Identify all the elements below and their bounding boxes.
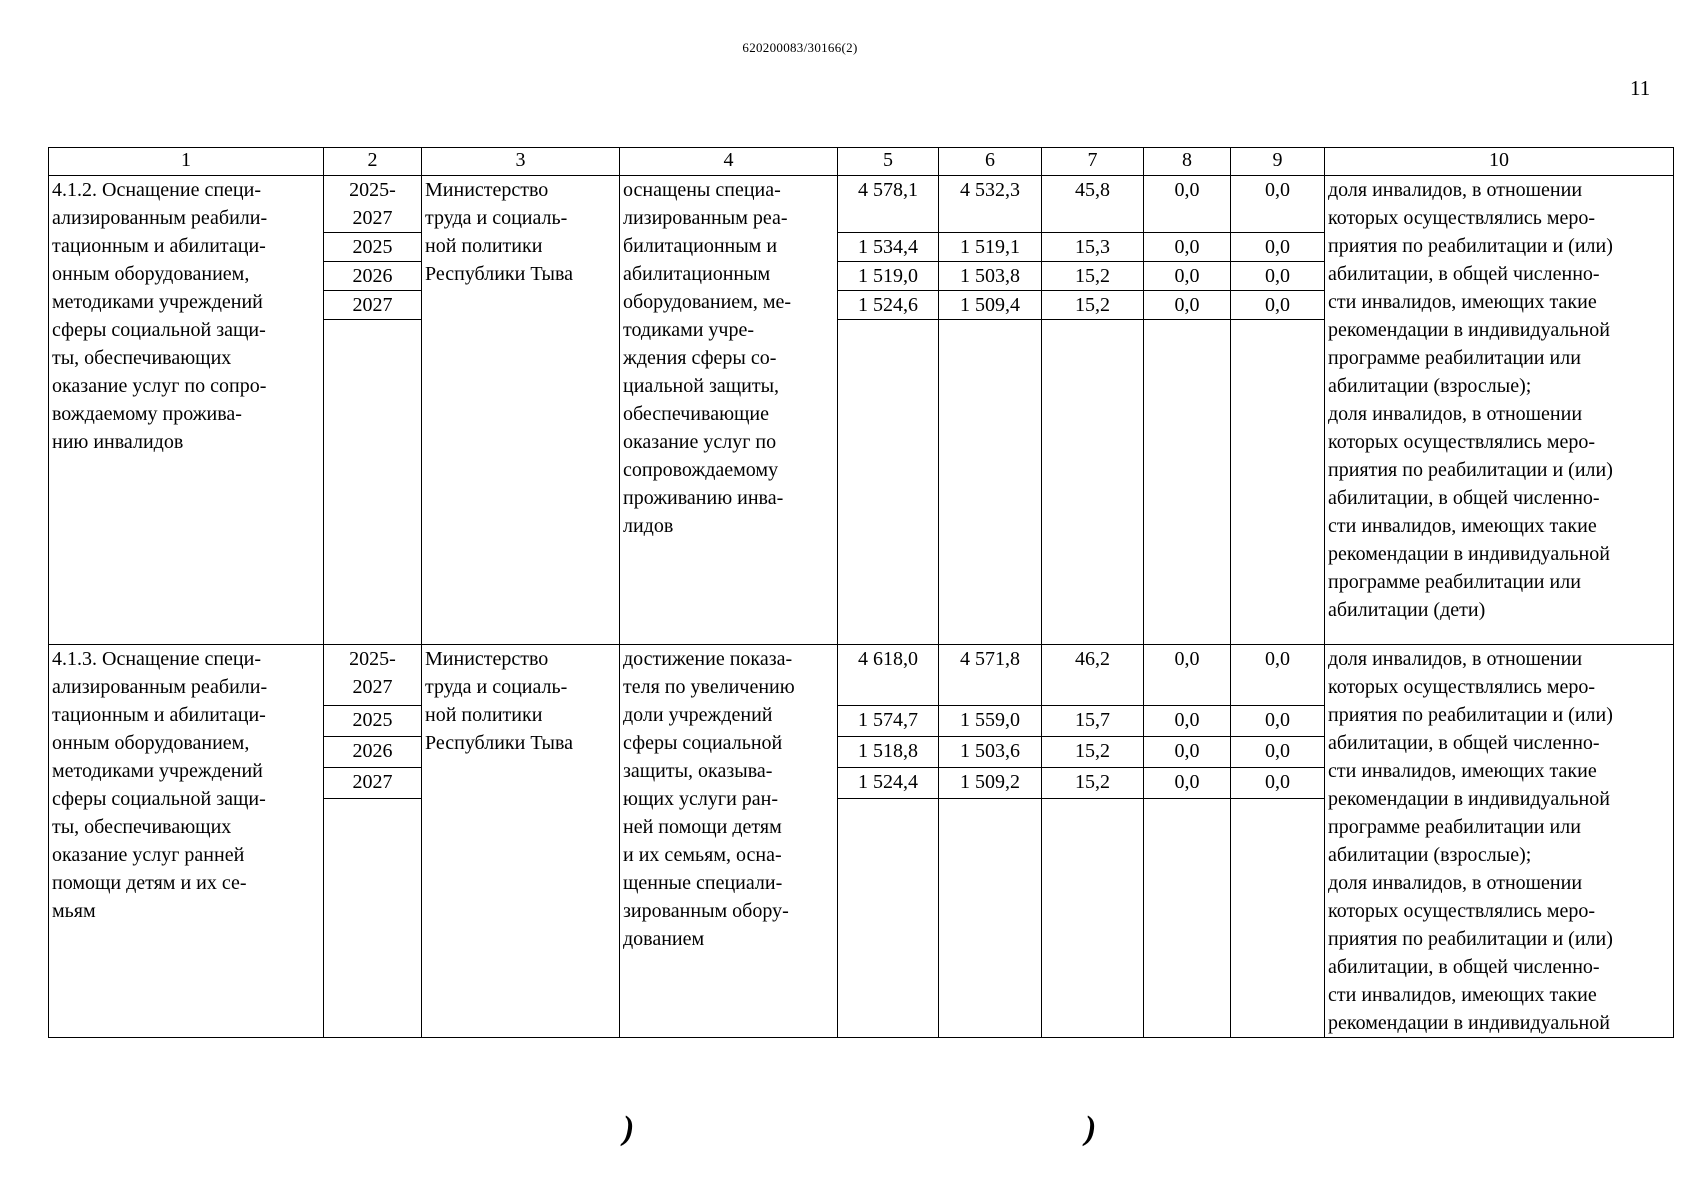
measure-name-cell: [49, 645, 324, 1038]
executor-cell: [422, 176, 620, 645]
indicator-line: абилитации, в общей численно-: [1328, 956, 1600, 978]
executor-line: Министерство: [425, 179, 549, 201]
measure-name-line: онным оборудованием,: [52, 732, 250, 754]
indicator-line: рекомендации в индивидуальной: [1328, 788, 1610, 810]
expected-result-line: оказание услуг по: [623, 431, 777, 453]
empty-cell: [1231, 320, 1325, 645]
indicator-line: программе реабилитации или: [1328, 571, 1581, 593]
indicator-line: сти инвалидов, имеющих такие: [1328, 515, 1597, 537]
amount-cell: 1 503,8: [939, 262, 1042, 291]
amount-cell: 1 524,4: [838, 768, 939, 799]
indicator-line: рекомендации в индивидуальной: [1328, 1012, 1610, 1034]
amount-cell: 15,2: [1042, 291, 1144, 320]
amount-cell: 1 524,6: [838, 291, 939, 320]
column-header: 10: [1325, 148, 1674, 176]
measure-name-line: ализированным реабили-: [52, 207, 268, 229]
executor-cell: [422, 645, 620, 1038]
amount-cell: 0,0: [1231, 262, 1325, 291]
amount-cell: 15,2: [1042, 262, 1144, 291]
measure-name-line: помощи детям и их се-: [52, 872, 247, 894]
amount-cell: 15,7: [1042, 706, 1144, 737]
amount-cell: 15,2: [1042, 768, 1144, 799]
measure-name-cell: [49, 176, 324, 645]
indicator-line: приятия по реабилитации и (или): [1328, 235, 1613, 257]
indicator-line: абилитации, в общей численно-: [1328, 263, 1600, 285]
period-cell: [324, 645, 422, 706]
expected-result-line: сопровождаемому: [623, 459, 779, 481]
indicator-line: приятия по реабилитации и (или): [1328, 459, 1613, 481]
amount-cell: 15,3: [1042, 233, 1144, 262]
expected-result-line: обеспечивающие: [623, 403, 769, 425]
indicator-line: абилитации, в общей численно-: [1328, 732, 1600, 754]
year-cell: 2027: [324, 291, 422, 320]
amount-cell: 0,0: [1231, 768, 1325, 799]
measure-name-line: 4.1.3. Оснащение специ-: [52, 648, 261, 670]
amount-cell: 0,0: [1144, 262, 1231, 291]
column-header: 7: [1042, 148, 1144, 176]
expected-result-line: оборудованием, ме-: [623, 291, 792, 313]
measure-name-line: ты, обеспечивающих: [52, 347, 232, 369]
empty-cell: [324, 799, 422, 1038]
indicator-line: абилитации (взрослые);: [1328, 844, 1532, 866]
measure-name-line: методиками учреждений: [52, 291, 263, 313]
year-cell: 2026: [324, 737, 422, 768]
amount-cell: 46,2: [1042, 645, 1144, 706]
indicator-line: приятия по реабилитации и (или): [1328, 704, 1613, 726]
measure-name-line: тационным и абилитаци-: [52, 235, 266, 257]
expected-result-line: абилитационным: [623, 263, 771, 285]
amount-cell: 0,0: [1231, 233, 1325, 262]
measure-name-line: сферы социальной защи-: [52, 319, 266, 341]
amount-cell: 0,0: [1144, 233, 1231, 262]
amount-cell: 15,2: [1042, 737, 1144, 768]
column-header: 8: [1144, 148, 1231, 176]
column-header: 6: [939, 148, 1042, 176]
year-cell: 2025: [324, 706, 422, 737]
expected-result-line: лидов: [623, 515, 674, 537]
expected-result-line: теля по увеличению: [623, 676, 795, 698]
amount-cell: 0,0: [1231, 176, 1325, 233]
expected-result-cell: [620, 176, 838, 645]
measure-name-line: тационным и абилитаци-: [52, 704, 266, 726]
indicator-line: которых осуществлялись меро-: [1328, 431, 1596, 453]
amount-cell: 4 618,0: [838, 645, 939, 706]
expected-result-line: дованием: [623, 928, 705, 950]
measure-name-line: сферы социальной защи-: [52, 788, 266, 810]
page-number: 11: [1630, 76, 1651, 100]
expected-result-line: и их семьям, осна-: [623, 844, 782, 866]
measure-name-line: ализированным реабили-: [52, 676, 268, 698]
indicator-line: сти инвалидов, имеющих такие: [1328, 291, 1597, 313]
amount-cell: 1 519,0: [838, 262, 939, 291]
amount-cell: 0,0: [1231, 737, 1325, 768]
header-row: [49, 148, 1674, 176]
amount-cell: 0,0: [1144, 291, 1231, 320]
measure-name-line: мьям: [52, 900, 96, 922]
indicator-line: сти инвалидов, имеющих такие: [1328, 760, 1597, 782]
amount-cell: 1 559,0: [939, 706, 1042, 737]
expected-result-line: достижение показа-: [623, 648, 793, 670]
indicator-line: которых осуществлялись меро-: [1328, 900, 1596, 922]
indicator-line: которых осуществлялись меро-: [1328, 676, 1596, 698]
period-line: 2025-: [349, 179, 396, 201]
empty-cell: [1144, 320, 1231, 645]
amount-cell: 0,0: [1144, 645, 1231, 706]
expected-result-line: ющих услуги ран-: [623, 788, 779, 810]
amount-cell: 1 518,8: [838, 737, 939, 768]
measure-name-line: 4.1.2. Оснащение специ-: [52, 179, 261, 201]
amount-cell: 1 574,7: [838, 706, 939, 737]
period-line: 2027: [352, 676, 393, 698]
indicator-cell: [1325, 176, 1674, 645]
empty-cell: [324, 320, 422, 645]
amount-cell: 0,0: [1144, 737, 1231, 768]
measure-name-line: ты, обеспечивающих: [52, 816, 232, 838]
amount-cell: 0,0: [1231, 291, 1325, 320]
expected-result-line: оснащены специа-: [623, 179, 781, 201]
measure-name-line: нию инвалидов: [52, 431, 184, 453]
column-header: 3: [422, 148, 620, 176]
amount-cell: 1 519,1: [939, 233, 1042, 262]
column-header: 9: [1231, 148, 1325, 176]
indicator-line: абилитации (дети): [1328, 599, 1486, 621]
year-cell: 2025: [324, 233, 422, 262]
column-header: 5: [838, 148, 939, 176]
indicator-line: рекомендации в индивидуальной: [1328, 543, 1610, 565]
indicator-line: программе реабилитации или: [1328, 347, 1581, 369]
amount-cell: 1 509,2: [939, 768, 1042, 799]
empty-cell: [939, 320, 1042, 645]
indicator-line: приятия по реабилитации и (или): [1328, 928, 1613, 950]
expected-result-line: защиты, оказыва-: [623, 760, 773, 782]
amount-cell: 0,0: [1231, 706, 1325, 737]
expected-result-line: зированным обору-: [623, 900, 789, 922]
executor-line: труда и социаль-: [425, 676, 568, 698]
column-header: 4: [620, 148, 838, 176]
expected-result-line: ней помощи детям: [623, 816, 782, 838]
amount-cell: 4 571,8: [939, 645, 1042, 706]
table-row: [49, 645, 1674, 706]
amount-cell: 45,8: [1042, 176, 1144, 233]
measure-name-line: методиками учреждений: [52, 760, 263, 782]
indicator-line: которых осуществлялись меро-: [1328, 207, 1596, 229]
year-cell: 2026: [324, 262, 422, 291]
expected-result-cell: [620, 645, 838, 1038]
executor-line: Республики Тыва: [425, 263, 574, 285]
empty-cell: [1231, 799, 1325, 1038]
amount-cell: 0,0: [1144, 706, 1231, 737]
expected-result-line: тодиками учре-: [623, 319, 755, 341]
amount-cell: 1 503,6: [939, 737, 1042, 768]
empty-cell: [838, 320, 939, 645]
indicator-line: рекомендации в индивидуальной: [1328, 319, 1610, 341]
indicator-line: программе реабилитации или: [1328, 816, 1581, 838]
executor-line: Министерство: [425, 648, 549, 670]
amount-cell: 4 578,1: [838, 176, 939, 233]
empty-cell: [1042, 320, 1144, 645]
expected-result-line: сферы социальной: [623, 732, 783, 754]
executor-line: Республики Тыва: [425, 732, 574, 754]
expected-result-line: щенные специали-: [623, 872, 783, 894]
indicator-line: доля инвалидов, в отношении: [1328, 179, 1583, 201]
indicator-line: доля инвалидов, в отношении: [1328, 403, 1583, 425]
table-row: [49, 176, 1674, 233]
executor-line: ной политики: [425, 704, 543, 726]
measure-name-line: вождаемому прожива-: [52, 403, 242, 425]
empty-cell: [1042, 799, 1144, 1038]
measure-name-line: оказание услуг ранней: [52, 844, 245, 866]
margin-mark: ): [1085, 1110, 1097, 1147]
amount-cell: 1 534,4: [838, 233, 939, 262]
amount-cell: 0,0: [1144, 768, 1231, 799]
indicator-line: абилитации, в общей численно-: [1328, 487, 1600, 509]
expected-result-line: доли учреждений: [623, 704, 773, 726]
empty-cell: [1144, 799, 1231, 1038]
period-line: 2025-: [349, 648, 396, 670]
indicator-cell: [1325, 645, 1674, 1038]
expected-result-line: ждения сферы со-: [623, 347, 777, 369]
indicator-line: доля инвалидов, в отношении: [1328, 648, 1583, 670]
empty-cell: [838, 799, 939, 1038]
expected-result-line: лизированным реа-: [623, 207, 788, 229]
period-cell: [324, 176, 422, 233]
amount-cell: 1 509,4: [939, 291, 1042, 320]
margin-mark: ): [623, 1110, 635, 1147]
indicator-line: абилитации (взрослые);: [1328, 375, 1532, 397]
executor-line: ной политики: [425, 235, 543, 257]
amount-cell: 0,0: [1144, 176, 1231, 233]
program-table: [48, 147, 1674, 1038]
indicator-line: сти инвалидов, имеющих такие: [1328, 984, 1597, 1006]
measure-name-line: оказание услуг по сопро-: [52, 375, 267, 397]
expected-result-line: циальной защиты,: [623, 375, 780, 397]
empty-cell: [939, 799, 1042, 1038]
measure-name-line: онным оборудованием,: [52, 263, 250, 285]
executor-line: труда и социаль-: [425, 207, 568, 229]
year-cell: 2027: [324, 768, 422, 799]
column-header: 1: [49, 148, 324, 176]
period-line: 2027: [352, 207, 393, 229]
amount-cell: 0,0: [1231, 645, 1325, 706]
document-code: 620200083/30166(2): [742, 40, 858, 55]
expected-result-line: билитационным и: [623, 235, 778, 257]
column-header: 2: [324, 148, 422, 176]
expected-result-line: проживанию инва-: [623, 487, 784, 509]
amount-cell: 4 532,3: [939, 176, 1042, 233]
indicator-line: доля инвалидов, в отношении: [1328, 872, 1583, 894]
